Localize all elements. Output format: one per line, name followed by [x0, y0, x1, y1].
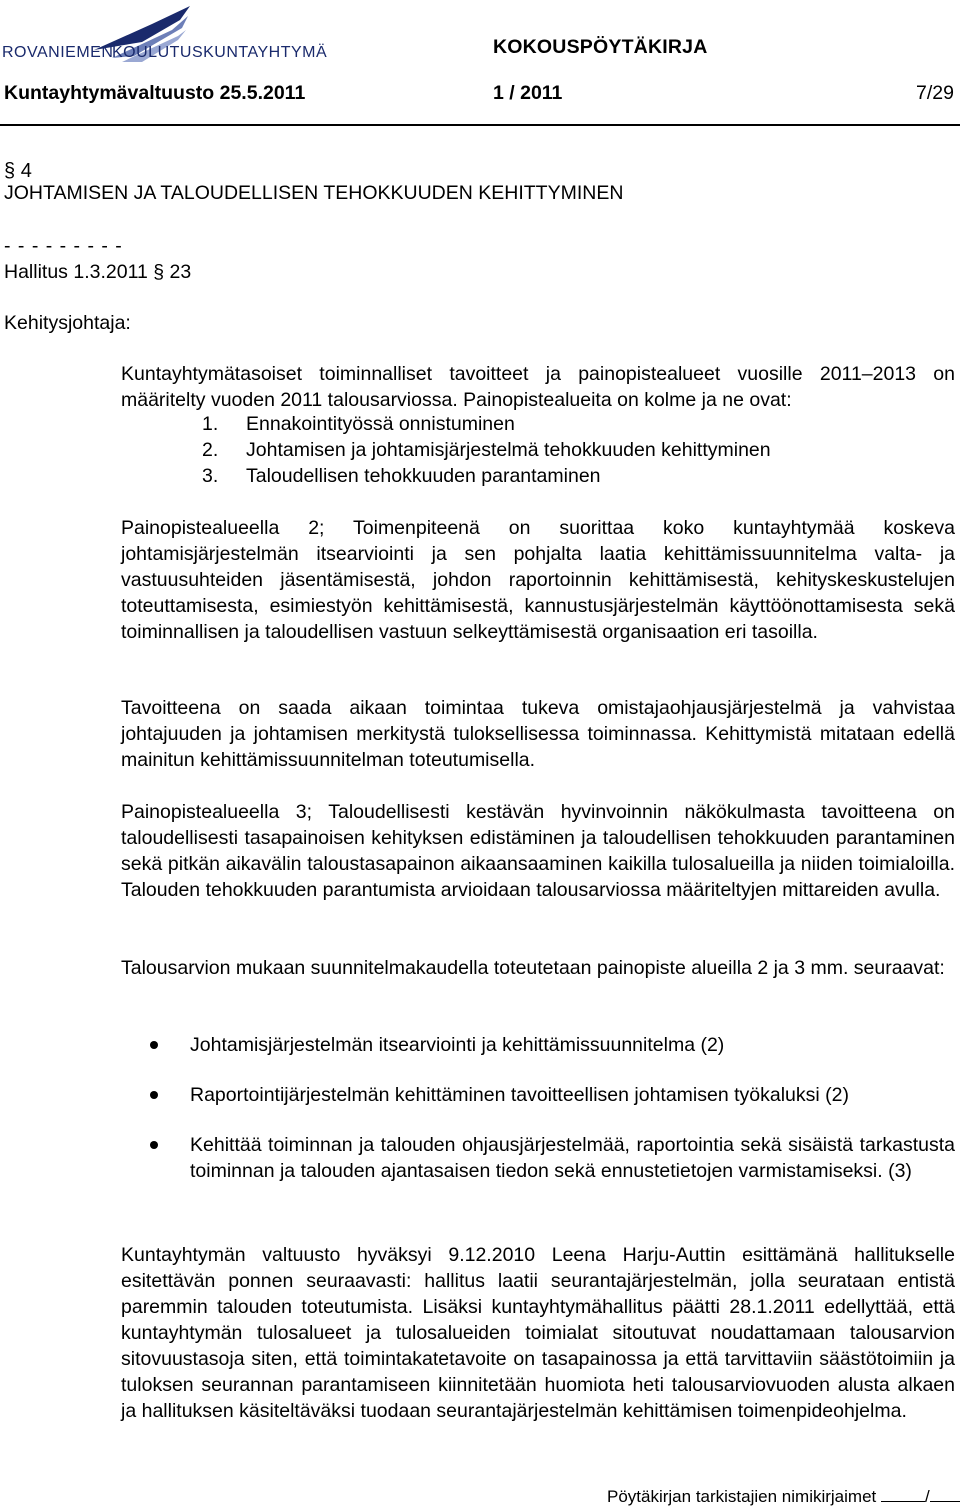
list-item-text: Taloudellisen tehokkuuden parantaminen	[246, 465, 601, 487]
focus-area-list	[202, 411, 902, 489]
presenter-label: Kehitysjohtaja:	[4, 312, 131, 334]
footer-label: Pöytäkirjan tarkistajien nimikirjaimet	[607, 1487, 877, 1506]
paragraph-budget-plan: Talousarvion mukaan suunnitelmakaudella toteutetaan painopiste alueilla 2 ja 3 mm. seuraavat:	[121, 957, 945, 979]
meeting-info-line	[4, 80, 954, 106]
list-item-number: 1.	[202, 413, 219, 435]
list-item	[202, 411, 902, 437]
bullet-text: Raportointijärjestelmän kehittäminen tavoitteellisen johtamisen työkaluksi (2)	[190, 1084, 849, 1106]
list-item-text: Ennakointityössä onnistuminen	[246, 413, 515, 435]
paragraph-intro: Kuntayhtymätasoiset toiminnalliset tavoitteet ja painopistealueet vuosille 2011–2013 on määritelty vuoden 2011 talousarviossa. Painopistealueita on kolme ja ne ovat:	[121, 363, 955, 411]
bullet-text: Johtamisjärjestelmän itsearviointi ja kehittämissuunnitelma (2)	[190, 1034, 725, 1056]
paragraph-focus-area-2: Painopistealueella 2; Toimenpiteenä on suorittaa koko kuntayhtymää koskeva johtamisjärjestelmän itsearviointi ja sen pohjalta laatia kehittämissuunnitelma valta- ja vastuusuhteiden jäsentämisestä, johdon raportoinnin kehittämisestä, kehityskeskustelujen toteuttamisesta, esimiestyön kehittämisestä, kannustusjärjestelmän käyttöönottamisesta sekä toiminnallisen ja taloudellisen vastuun selkeyttämisestä organisaation eri tasoilla.	[121, 517, 955, 643]
paragraph-focus-area-3: Painopistealueella 3; Taloudellisesti kestävän hyvinvoinnin näkökulmasta tavoitteena on taloudellisesti tasapainoisen kehityksen edistäminen ja taloudellisen tehokkuuden parantaminen sekä pitkän aikavälin taloustasapainon aikaansaaminen kaikilla tulosalueilla ja niiden toimialoilla. Talouden tehokkuuden parantumista arvioidaan talousarviossa määriteltyjen mittareiden avulla.	[121, 801, 955, 901]
bullet-item	[150, 1032, 955, 1058]
section-divider-dashes: - - - - - - - - -	[4, 235, 123, 257]
footer-signature	[607, 1484, 960, 1510]
list-item	[202, 437, 902, 463]
paragraph-goal: Tavoitteena on saada aikaan toimintaa tukeva omistajaohjausjärjestelmä ja vahvistaa johtajuuden ja johtamisen merkitystä tuloksellisessa toiminnassa. Kehittymistä mitataan edellä mainitun kehittämissuunnitelman toteutumisella.	[121, 697, 955, 771]
bullet-icon	[150, 1141, 158, 1149]
bullet-text: Kehittää toiminnan ja talouden ohjausjärjestelmää, raportointia sekä sisäistä tarkastusta toiminnan ja talouden ajantasaisen tiedon sekä ennustetietojen varmistamiseksi. (3)	[190, 1134, 955, 1182]
signature-line-1	[881, 1486, 925, 1502]
board-reference: Hallitus 1.3.2011 § 23	[4, 261, 192, 283]
bullet-icon	[150, 1041, 158, 1049]
logo-text-rovaniemen: ROVANIEMEN	[2, 44, 114, 61]
document-type: KOKOUSPÖYTÄKIRJA	[493, 36, 708, 58]
logo-text-koulutuskuntayhtyma: KOULUTUSKUNTAYHTYMÄ	[112, 44, 328, 61]
section-number-value: 4	[20, 160, 32, 182]
meeting-name: Kuntayhtymävaltuusto 25.5.2011	[4, 82, 306, 104]
paragraph-council-decision: Kuntayhtymän valtuusto hyväksyi 9.12.2010 Leena Harju-Auttin esittämänä hallitukselle esitettävän ponnen seuraavasti: hallitus laatii seurantajärjestelmän, jolla seurataan entistä paremmin talouden toteutumista. Lisäksi kuntayhtymähallitus päätti 28.1.2011 edellyttää, että kuntayhtymän tulosalueet ja tulosalueiden toimialat sitoutuvat noudattamaan talousarvion sitovuustasoja siten, että toimintakatetavoite on tasapainossa ja että tarvittaviin säästötoimiin ja tuloksen seurannan parantamiseen kiinnitetään huomiota heti talousarviovuoden alusta alkaen ja hallituksen käsiteltäväksi tuodaan seurantajärjestelmän kehittämisen toimenpideohjelma.	[121, 1244, 955, 1422]
section-sign: §	[4, 160, 16, 182]
bullet-icon	[150, 1091, 158, 1099]
signature-separator: /	[925, 1487, 930, 1506]
measures-bullet-list	[150, 1032, 955, 1184]
list-item-number: 2.	[202, 439, 219, 461]
page-number: 7/29	[916, 82, 954, 104]
bullet-item	[150, 1082, 955, 1108]
list-item-text: Johtamisen ja johtamisjärjestelmä tehokkuuden kehittyminen	[246, 439, 771, 461]
header-divider	[0, 124, 960, 126]
organization-logo	[2, 2, 342, 62]
section-title: JOHTAMISEN JA TALOUDELLISEN TEHOKKUUDEN KEHITTYMINEN	[4, 182, 624, 204]
bullet-item	[150, 1132, 955, 1184]
list-item-number: 3.	[202, 465, 219, 487]
document-header	[0, 0, 960, 68]
list-item	[202, 463, 902, 489]
meeting-number: 1 / 2011	[493, 82, 563, 104]
signature-line-2	[930, 1486, 960, 1502]
